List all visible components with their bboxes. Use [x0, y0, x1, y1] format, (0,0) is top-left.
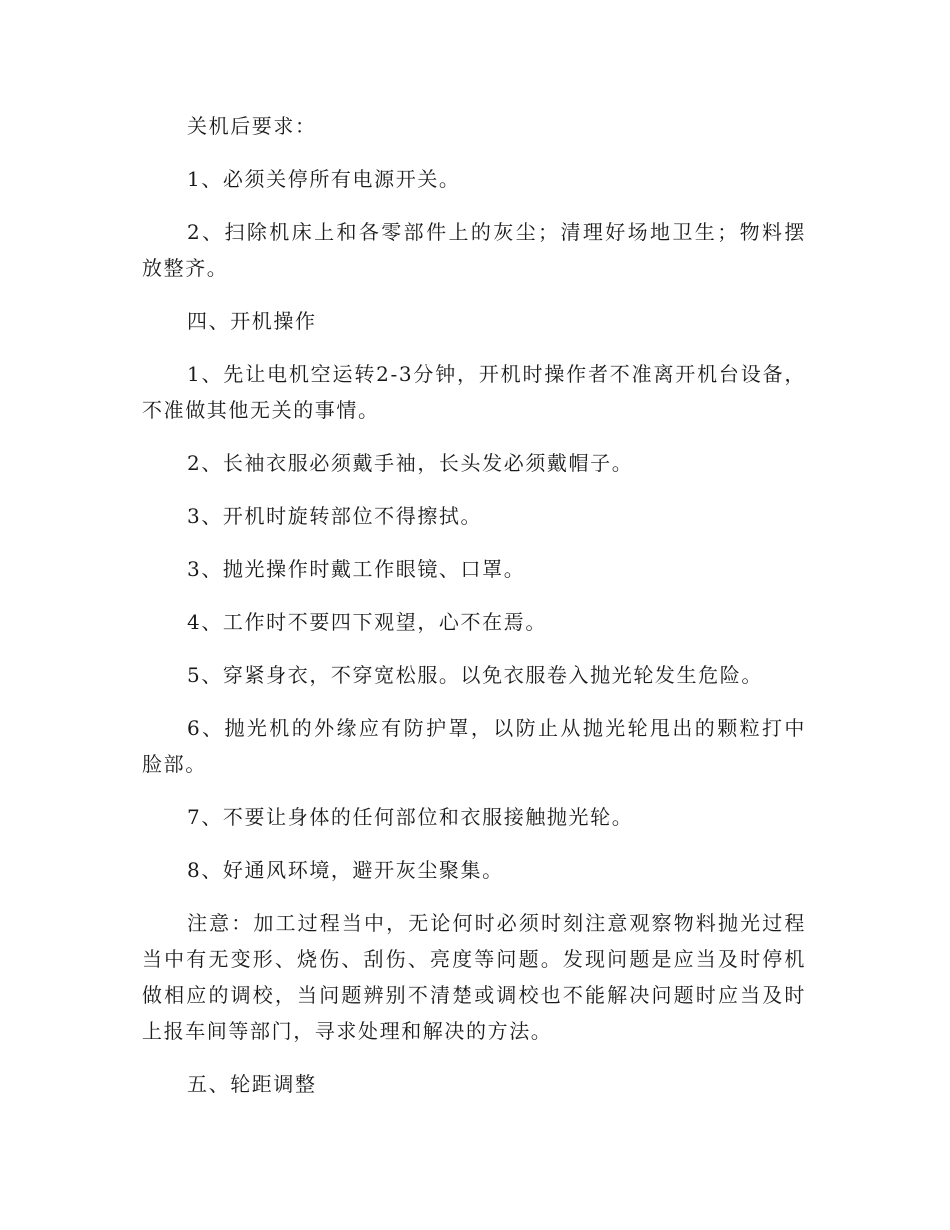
document-body — [142, 108, 806, 1119]
paragraph-startup-item-3b: 3、抛光操作时戴工作眼镜、口罩。 — [187, 557, 526, 581]
paragraph-startup-item-1: 1、先让电机空运转2-3分钟，开机时操作者不准离开机台设备，不准做其他无关的事情。 — [142, 362, 806, 422]
paragraph-startup-item-6: 6、抛光机的外缘应有防护罩，以防止从抛光轮甩出的颗粒打中脸部。 — [142, 716, 806, 776]
paragraph-startup-item-5: 5、穿紧身衣，不穿宽松服。以免衣服卷入抛光轮发生危险。 — [187, 663, 763, 687]
paragraph-shutdown-item-2: 2、扫除机床上和各零部件上的灰尘；清理好场地卫生；物料摆放整齐。 — [142, 220, 806, 280]
paragraph-startup-item-4: 4、工作时不要四下观望，心不在焉。 — [187, 610, 547, 634]
paragraph-startup-item-3a: 3、开机时旋转部位不得擦拭。 — [187, 504, 483, 528]
paragraph-shutdown-requirements-heading: 关机后要求： — [187, 114, 317, 138]
paragraph-startup-item-7: 7、不要让身体的任何部位和衣服接触抛光轮。 — [187, 805, 634, 829]
section-heading-wheel-distance-adjustment: 五、轮距调整 — [187, 1072, 317, 1096]
paragraph-attention-note: 注意：加工过程当中，无论何时必须时刻注意观察物料抛光过程当中有无变形、烧伤、刮伤、亮度等问题。发现问题是应当及时停机做相应的调校，当问题辨别不清楚或调校也不能解决问题时应当及时上报车间等部门，寻求处理和解决的方法。 — [142, 911, 806, 1043]
paragraph-shutdown-item-1: 1、必须关停所有电源开关。 — [187, 167, 461, 191]
section-heading-startup-operation: 四、开机操作 — [187, 309, 317, 333]
paragraph-startup-item-8: 8、好通风环境，避开灰尘聚集。 — [187, 858, 504, 882]
paragraph-startup-item-2: 2、长袖衣服必须戴手袖，长头发必须戴帽子。 — [187, 451, 634, 475]
